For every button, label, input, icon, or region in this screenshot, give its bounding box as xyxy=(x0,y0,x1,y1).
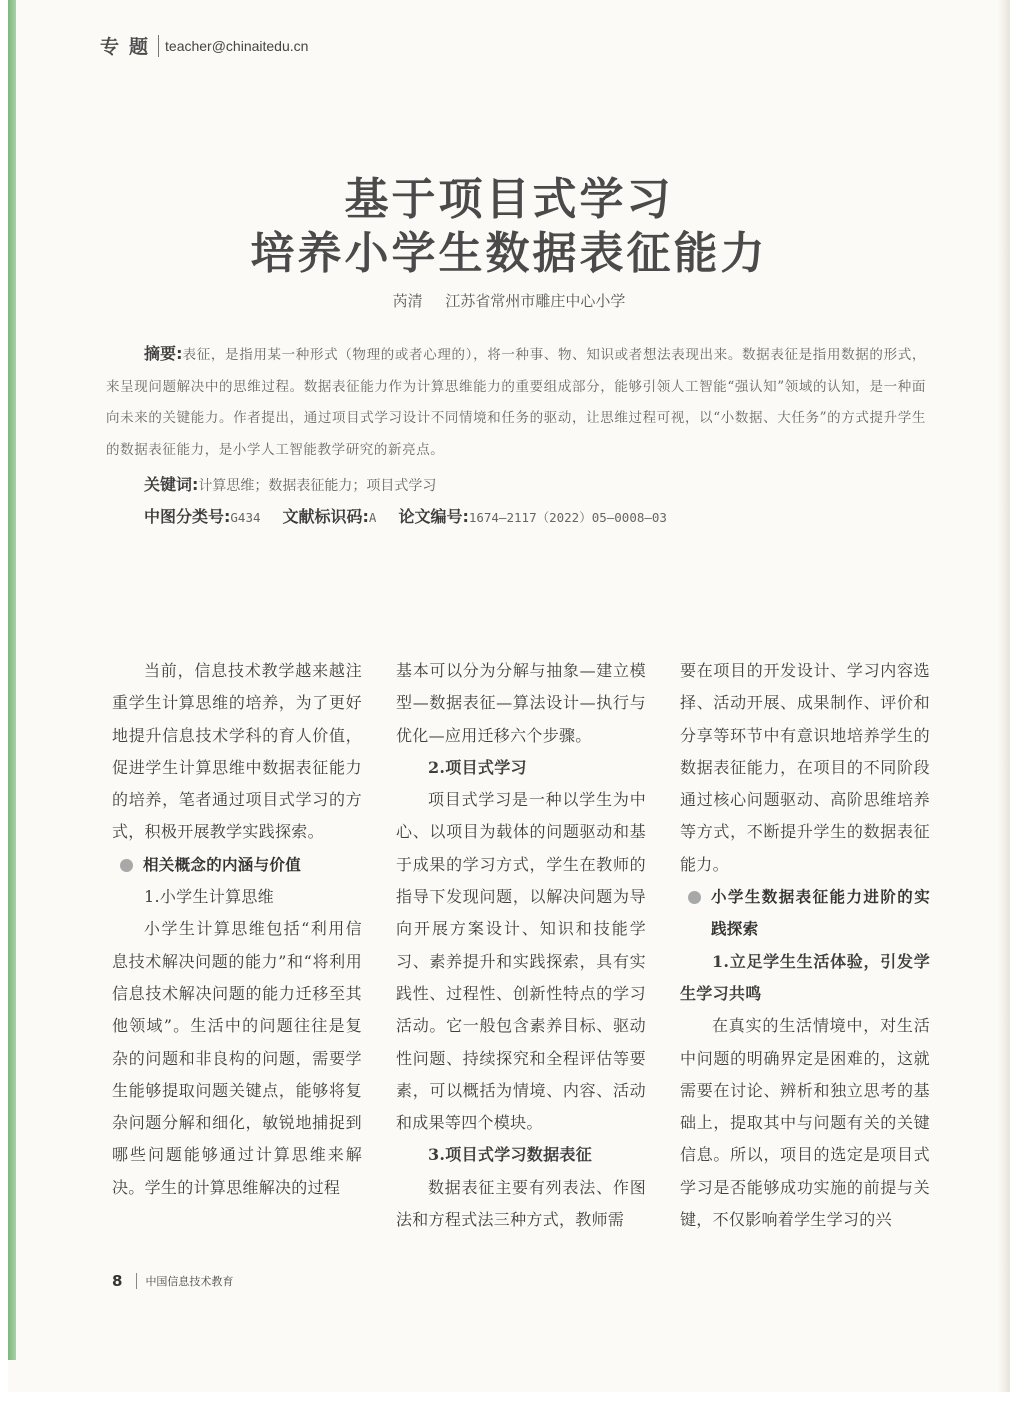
running-header xyxy=(100,32,308,59)
author-name: 芮清 xyxy=(392,292,423,310)
article-title-line-1: 基于项目式学习 xyxy=(344,174,674,225)
intro-paragraph: 当前，信息技术教学越来越注重学生计算思维的培养，为了更好地提升信息技术学科的育人价值，促进学生计算思维中数据表征能力的培养，笔者通过项目式学习的方式，积极开展教学实践探索。 xyxy=(112,661,362,842)
abstract-text: 表征，是指用某一种形式（物理的或者心理的），将一种事、物、知识或者想法表现出来。数据表征是指用数据的形式，来呈现问题解决中的思维过程。数据表征能力作为计算思维能力的重要组成部分，能够引领人工智能“强认知”领域的认知，是一种面向未来的关键能力。作者提出，通过项目式学习设计不同情境和任务的驱动，让思维过程可视，以“小数据、大任务”的方式提升学生的数据表征能力，是小学人工智能教学研究的新亮点。 xyxy=(106,347,926,458)
doc-code-value: A xyxy=(368,510,377,525)
paragraph-data-representation: 数据表征主要有列表法、作图法和方程式法三种方式，教师需 xyxy=(396,1177,646,1230)
paragraph-project-learning: 项目式学习是一种以学生为中心、以项目为载体的问题驱动和基于成果的学习方式，学生在教师的指导下发现问题，以解决问题为导向开展方案设计、知识和技能学习、素养提升和实践探索，具有实践性、过程性、创新性特点的学习活动。它一般包含素养目标、驱动性问题、持续探究和全程评估等要素，可以概括为情境、内容、活动和成果等四个模块。 xyxy=(396,790,646,1133)
body-column-2 xyxy=(396,655,646,1236)
keywords-text: 计算思维；数据表征能力；项目式学习 xyxy=(198,478,437,494)
section-label: 专题 xyxy=(100,36,159,58)
body-column-1 xyxy=(112,655,362,1204)
doc-code-label: 文献标识码: xyxy=(282,507,369,526)
subheading-life-experience: 1.立足学生生活体验，引发学生学习共鸣 xyxy=(680,951,930,1003)
clc-label: 中图分类号: xyxy=(144,507,231,526)
subheading-project-learning: 2.项目式学习 xyxy=(428,757,527,777)
abstract xyxy=(106,338,926,466)
article-number-value: 1674–2117（2022）05–0008–03 xyxy=(468,510,667,525)
page-bottom-margin xyxy=(0,1392,1024,1408)
abstract-label: 摘要: xyxy=(144,344,183,363)
classification-line xyxy=(144,504,667,527)
subheading-computational-thinking: 1.小学生计算思维 xyxy=(144,887,274,907)
paragraph-life-experience: 在真实的生活情境中，对生活中问题的明确界定是困难的，这就需要在讨论、辨析和独立思考的基础上，提取其中与问题有关的关键信息。所以，项目的选定是项目式学习是否能够成功实施的前提与关键，不仅影响着学生学习的兴 xyxy=(680,1016,930,1230)
subheading-data-representation: 3.项目式学习数据表征 xyxy=(428,1145,593,1165)
clc-value: G434 xyxy=(230,510,261,525)
header-divider xyxy=(158,35,159,57)
paragraph-continued-2: 要在项目的开发设计、学习内容选择、活动开展、成果制作、评价和分享等环节中有意识地培养学生的数据表征能力，在项目的不同阶段通过核心问题驱动、高阶思维培养等方式，不断提升学生的数据表征能力。 xyxy=(680,661,930,874)
article-number-label: 论文编号: xyxy=(398,507,469,526)
page-number: 8 xyxy=(112,1272,123,1290)
paragraph-computational-thinking: 小学生计算思维包括“利用信息技术解决问题的能力”和“将利用信息技术解决问题的能力迁移至其他领域”。生活中的问题往往是复杂的问题和非良构的问题，需要学生能够提取问题关键点，能够将复杂问题分解和细化，敏锐地捕捉到哪些问题能够通过计算思维来解决。学生的计算思维解决的过程 xyxy=(112,919,362,1197)
journal-name: 中国信息技术教育 xyxy=(145,1275,234,1288)
author-affiliation: 江苏省常州市雕庄中心小学 xyxy=(445,292,626,310)
keywords-label: 关键词: xyxy=(144,475,199,494)
section-heading-concepts: 相关概念的内涵与价值 xyxy=(112,849,362,881)
body-column-3 xyxy=(680,655,930,1236)
header-email: teacher@chinaitedu.cn xyxy=(165,37,309,54)
bullet-dot-icon xyxy=(688,891,701,904)
bullet-dot-icon xyxy=(120,859,133,872)
footer-divider xyxy=(136,1273,137,1289)
page-footer xyxy=(112,1272,233,1290)
paragraph-continued: 基本可以分为分解与抽象—建立模型—数据表征—算法设计—执行与优化—应用迁移六个步骤。 xyxy=(396,661,646,745)
scanned-page xyxy=(8,0,1010,1392)
keywords xyxy=(144,472,436,495)
article-title-line-2: 培养小学生数据表征能力 xyxy=(250,228,768,279)
author-line xyxy=(8,290,1010,311)
section-heading-practice: 小学生数据表征能力进阶的实践探索 xyxy=(680,881,930,946)
